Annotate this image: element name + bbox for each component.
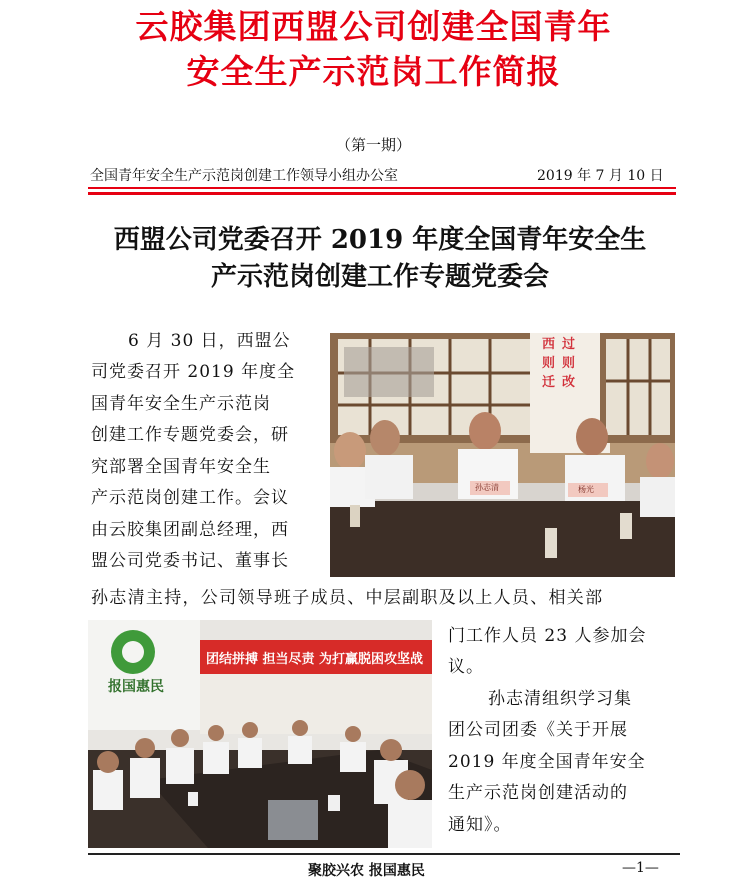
article-text-line: 生产示范岗创建活动的 — [448, 783, 628, 803]
meeting-photo-1 — [330, 333, 675, 577]
masthead-rule-thin — [88, 187, 676, 189]
article-text-line: 孙志清组织学习集 — [488, 689, 632, 709]
article-text-line: 由云胶集团副总经理，西 — [91, 520, 289, 540]
masthead-line-2: 安全生产示范岗工作简报 — [186, 52, 561, 91]
article-text-line: 团公司团委《关于开展 — [448, 720, 628, 740]
page-number: —1— — [622, 860, 659, 876]
meeting-photo-2 — [88, 620, 432, 848]
banner-text: 团结拼搏 担当尽责 为打赢脱困攻坚战 — [206, 652, 424, 667]
wall-characters-left: 西 则 迁 — [542, 337, 556, 390]
article-text-line: 2019 年度全国青年安全 — [448, 752, 646, 772]
article-text-line: 司党委召开 2019 年度全 — [91, 362, 296, 382]
issue-date: 2019 年 7 月 10 日 — [537, 168, 664, 184]
article-text-line: 创建工作专题党委会，研 — [91, 425, 289, 445]
article-text-line: 6 月 30 日，西盟公 — [128, 331, 291, 351]
wall-characters-right: 过 则 改 — [562, 337, 576, 390]
article-text-line: 门工作人员 23 人参加会 — [448, 626, 647, 646]
article-headline-line-1: 西盟公司党委召开 2019 年度全国青年安全生 — [113, 225, 647, 255]
article-headline-line-2: 产示范岗创建工作专题党委会 — [210, 262, 549, 292]
article-text-line: 产示范岗创建工作。会议 — [91, 488, 289, 508]
footer-rule — [88, 853, 680, 855]
article-text-line: 通知》。 — [448, 815, 512, 835]
nameplate: 孙志清 — [475, 483, 499, 492]
article-text-line: 国青年安全生产示范岗 — [91, 394, 271, 414]
masthead-line-1: 云胶集团西盟公司创建全国青年 — [135, 7, 612, 46]
logo-text: 报国惠民 — [108, 679, 164, 695]
article-text-line: 孙志清主持，公司领导班子成员、中层副职及以上人员、相关部 — [91, 588, 604, 608]
article-text-line: 盟公司党委书记、董事长 — [91, 551, 289, 571]
article-text-line: 议。 — [448, 657, 484, 677]
issuing-office: 全国青年安全生产示范岗创建工作领导小组办公室 — [90, 168, 398, 184]
footer-slogan: 聚胶兴农 报国惠民 — [308, 863, 425, 879]
issue-number: （第一期） — [335, 136, 411, 154]
masthead-rule-thick — [88, 192, 676, 195]
nameplate: 杨光 — [578, 485, 594, 494]
article-text-line: 究部署全国青年安全生 — [91, 457, 271, 477]
